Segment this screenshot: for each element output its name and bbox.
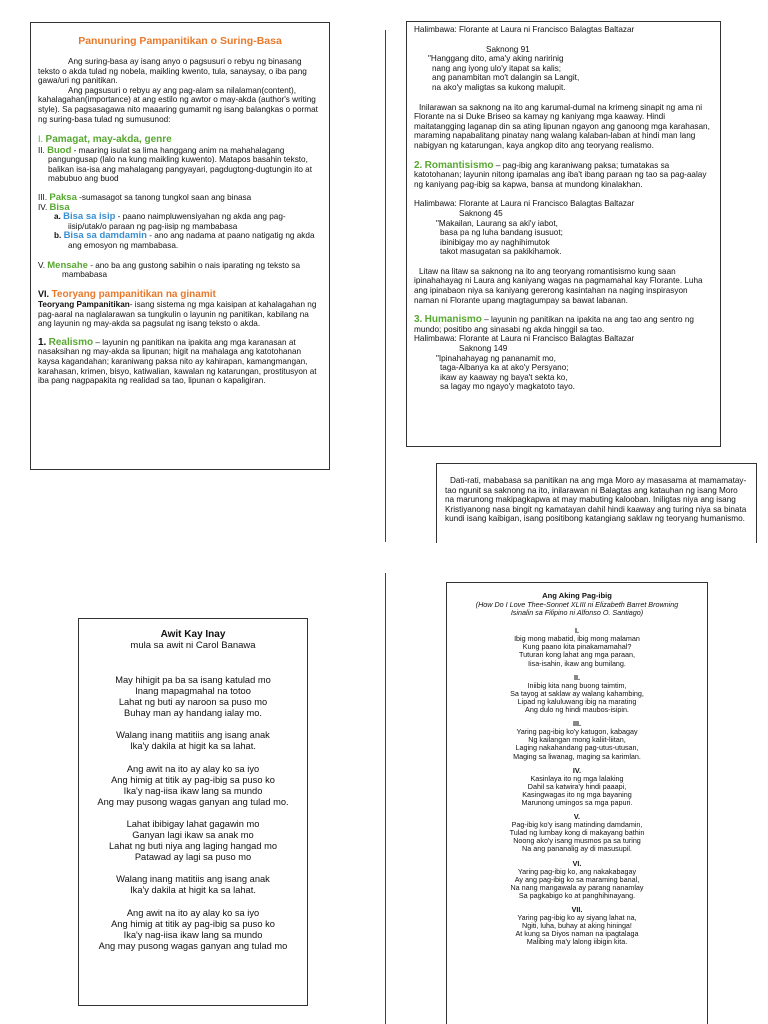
example-caption: Halimbawa: Florante at Laura ni Francisco Balagtas Baltazar (414, 334, 635, 344)
stanza-title: Saknong 91 (486, 44, 530, 54)
outline-item-3: III. Paksa -sumasagot sa tanong tungkol saan ang binasa (38, 191, 252, 203)
poem-subtitle: (How Do I Love Thee-Sonnet XLIII ni Elizabeth Barret Browning (475, 599, 679, 609)
outline-sub-a: a. Bisa sa isip - paano naimpluwensiyahan ng akda ang pag-iisip/utak/o paraan ng pag-iisip ng mambabasa (54, 211, 286, 231)
stanza-149: "Ipinahahayag ng pananamit mo, taga-Albanya ka at ako'y Persyano; ikaw ay kaaway ng baya't sekta ko, sa lagay mo ngayo'y magkatoto tayo. (436, 353, 575, 392)
panel-ang-aking-pag-ibig (446, 582, 708, 1024)
outline-item-1: I. Pamagat, may-akda, genre (38, 134, 172, 146)
theory-realismo: 1. Realismo – layunin ng panitikan na ipakita ang mga karanasan at nasaksihan ng may-akda sa lipunan; higit na mahalaga ang katotohanan kaysa kagandahan; karaniwang paksa nito ay kahirapan, kamangmangan, karahasan, krimen, bisyo, katiwalian, kawalan ng katarungan, prostitusyon at iba pang nagpapakita ng realidad sa tao, lipunan o kapaligiran. (38, 336, 317, 386)
outline-sub-b: b. Bisa sa damdamin - ano ang nadama at paano natigatig ng akda ang emosyon ng mambabasa. (54, 230, 315, 250)
poem-stanza: Ang awit na ito ay alay ko sa iyo Ang himig at titik ay pag-ibig sa puso ko Ika'y nag-iisa ikaw lang sa mundo Ang may pusong wagas ganyan ang tulad mo (98, 907, 288, 951)
poem-stanza: Walang inang matitiis ang isang anak Ika'y dakila at higit ka sa lahat. (116, 874, 270, 896)
example-caption: Halimbawa: Florante at Laura ni Francisco Balagtas Baltazar (414, 25, 635, 34)
sonnet-stanza: III. Yaring pag-ibig ko'y katugon, kabagay Ng kailangan mong kaliit-liitan, Laging nakahandang pag-utus-utusan, Maging sa liwanag, maging sa karimlan. (513, 719, 641, 761)
intro-paragraph-2: Ang pagsusuri o rebyu ay ang pag-alam sa nilalaman(content), kahalagahan(importance) at ang estilo ng awtor o may-akda (author's writing style). Sa pagsasagawa nito maaaring gumamit ng isang balangkas o pormat ng suring-basa tulad ng sumusunod: (38, 85, 318, 124)
theory-humanismo: 3. Humanismo – layunin ng panitikan na ipakita na ang tao ang sentro ng mundo; positibo ang sinasabi ng akda hinggil sa tao. (414, 314, 694, 334)
panel-halimbawa (406, 21, 721, 447)
sonnet-stanza: I. Ibig mong mabatid, ibig mong malaman Kung paano kita pinakamamahal? Tuturan kong lahat ang mga paraan, Iisa-isahin, ikaw ang bumilang. (514, 626, 640, 668)
poem-subtitle-2: Isinalin sa Filipino ni Alfonso O. Santiago) (510, 607, 644, 617)
panel-humanismo-analysis (436, 463, 757, 543)
poem-stanza: Ang awit na ito ay alay ko sa iyo Ang himig at titik ay pag-ibig sa puso ko Ika'y nag-iisa ikaw lang sa mundo Ang may pusong wagas ganyan ang tulad mo. (97, 763, 289, 807)
analysis-paragraph: Inilarawan sa saknong na ito ang karumal-dumal na krimeng sinapit ng ama ni Florante na si Duke Briseo sa kamay ng kaniyang mga kaaway. Hindi maitatangging laganap din sa ating lipunan ngayon ang ganoong mga karahasan, maraming napabalitang pinatay nang walang kalaban-laban at hindi man lang nabigyan ng katarungan, kaya angkop dito ang teoryang realismo. (414, 102, 710, 150)
stanza-91: "Hanggang dito, ama'y aking naririnig nang ang iyong ulo'y itapat sa kalis; ang panambitan mo't dalangin sa Langit, na ako'y maligtas sa kukong malupit. (428, 54, 580, 92)
outline-item-6: VI. Teoryang pampanitikan na ginamit (38, 288, 216, 300)
intro-paragraph: Ang suring-basa ay isang anyo o pagsusuri o rebyu ng binasang teksto o akda tulad ng nobela, maikling kwento, tula, sanaysay, o iba pang gawa/uri ng panitikan. (38, 57, 307, 86)
sonnet-stanza: II. Iniibig kita nang buong taimtim, Sa tayog at saklaw ay walang kahambing, Lipad ng kaluluwang ibig na marating Ang dulo ng hindi maubos-isipin. (510, 672, 644, 715)
column-divider-bottom (385, 573, 386, 1024)
panel-suring-basa (30, 22, 330, 470)
poem-title: Ang Aking Pag-ibig (542, 591, 612, 600)
outline-item-5: V. Mensahe - ano ba ang gustong sabihin o nais iparating ng teksto sa mambabasa (38, 259, 301, 280)
sonnet-body (451, 627, 703, 946)
analysis-paragraph: Dati-rati, mababasa sa panitikan na ang mga Moro ay masasama at mamamatay-tao ngunit sa saknong na ito, inilarawan ni Balagtas ang katauhan ng isang Moro na marunong makipagkapwa at may mabuting kalooban. Iniligtas niya ang isang Kristiyanong nasa bingit ng kamatayan dahil hindi kaaway ang turing niya sa binata kundi isang kaibigan, isang positibong katangiang saklaw ng teoryang humanismo. (445, 476, 747, 524)
stanza-title: Saknong 149 (459, 344, 508, 354)
poem-title: Awit Kay Inay (160, 629, 226, 640)
panel-awit-kay-inay (78, 618, 308, 1006)
sonnet-stanza: IV. Kasinlaya ito ng mga lalaking Dahil sa katwira'y hindi paaapi, Kasingwagas ito ng mga bayaning Marunong umingos sa mga papuri. (521, 765, 633, 807)
outline-item-2: II. Buod - maaring isulat sa lima hanggang anim na mahahalagang pangungusap (lalo na kung maikling kuwento). Matapos basahin teksto, balikan isa-isa ang mahalagang pangyayari, pagdugtong-dugtungin ito at mabubuo ang buod (38, 144, 313, 184)
poem-subtitle: mula sa awit ni Carol Banawa (130, 640, 256, 651)
sonnet-stanza: V. Pag-ibig ko'y isang matinding damdamin, Tulad ng lumbay kong di makayang bathin Noong ako'y isang musmos pa sa turing Na ang pananalig ay di masusupil. (509, 812, 645, 854)
panel-title: Panunuring Pampanitikan o Suring-Basa (78, 35, 282, 47)
stanza-title: Saknong 45 (459, 208, 503, 218)
poem-stanza: Walang inang matitiis ang isang anak Ika'y dakila at higit ka sa lahat. (116, 730, 270, 752)
analysis-paragraph: Litaw na litaw sa saknong na ito ang teoryang romantisismo kung saan ipinahahayag ni Laura ang kaniyang wagas na pagmamahal kay Florante. Luha ang ipinabaon niya sa kaniyang gererong kasintahan na naging inspirasyon naman ni Florante upang magtagumpay sa bawat labanan. (414, 266, 703, 305)
sonnet-stanza: VI. Yaring pag-ibig ko, ang nakakabagay Ay ang pag-ibig ko sa maraming banal, Na nang mangawala ay parang nanamlay Sa pagkabigo ko at panghihinayang. (510, 858, 644, 900)
column-divider-top (385, 30, 386, 542)
sonnet-stanza: VII. Yaring pag-ibig ko ay siyang lahat na, Ngiti, luha, buhay at aking hininga! At kung sa Diyos naman na ipagtalaga Malibing ma'y lalong iibigin kita. (515, 905, 639, 947)
stanza-45: "Makailan, Laurang sa aki'y iabot, basa pa ng luha bandang isusuot; ibinibigay mo ay naghihimutok takot masugatan sa pakikihamok. (436, 218, 563, 257)
theory-romantisismo: 2. Romantisismo – pag-ibig ang karaniwang paksa; tumatakas sa katotohanan; layunin nitong ipamalas ang iba't ibang paraan ng tao sa pag-aalay ng kaniyang pag-ibig sa kapwa, bansa at mundong kinalakhan. (414, 159, 707, 189)
outline-item-4: IV. Bisa (38, 201, 70, 213)
poem-stanza: Lahat ibibigay lahat gagawin mo Ganyan lagi ikaw sa anak mo Lahat ng buti niya ang laging hangad mo Patawad ay lagi sa puso mo (109, 818, 277, 863)
poem-stanza: May hihigit pa ba sa isang katulad mo Inang mapagmahal na totoo Lahat ng buti ay naroon sa puso mo Buhay man ay handang ialay mo. (115, 675, 271, 719)
poem-body (83, 675, 303, 952)
example-caption: Halimbawa: Florante at Laura ni Francisco Balagtas Baltazar (414, 199, 635, 209)
theory-definition: Teoryang Pampanitikan- isang sistema ng mga kaisipan at kahalagahan ng pag-aaral na naglalarawan sa tungkulin o layunin ng panitikan, kabilang na ang layunin ng may-akda sa pagsulat ng isang teksto o akda. (38, 300, 317, 329)
